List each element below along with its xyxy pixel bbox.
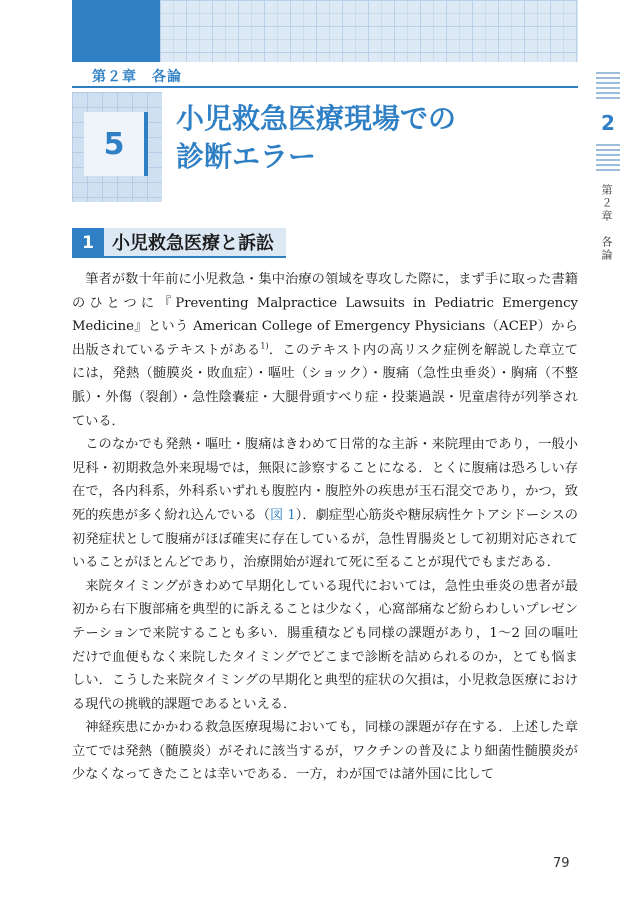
footnote-ref[interactable]: 1) <box>260 341 269 351</box>
chapter-title-line2: 診断エラー <box>176 140 317 173</box>
page-number: 79 <box>553 856 570 871</box>
header-pattern <box>160 0 578 62</box>
side-tab-pattern-top <box>596 72 620 102</box>
chapter-number: 5 <box>84 112 148 176</box>
side-tab-pattern-bottom <box>596 144 620 174</box>
body-text <box>72 268 578 787</box>
header-blue-block <box>72 0 162 62</box>
section-number: 1 <box>72 228 104 258</box>
section-heading <box>72 228 286 258</box>
chapter-title <box>176 100 576 176</box>
chapter-title-line1: 小児救急医療現場での <box>176 102 457 135</box>
section-title: 小児救急医療と訴訟 <box>104 228 286 258</box>
figure-ref-link[interactable]: 図 1 <box>270 507 296 523</box>
header-rule <box>72 86 578 88</box>
side-chapter-tab <box>590 72 626 202</box>
side-vertical-label: 第２章 各論 <box>600 184 613 262</box>
paragraph-2: このなかでも発熱・嘔吐・腹痛はきわめて日常的な主訴・来院理由であり，一般小児科・初期救急外来現場では，無限に診察することになる．とくに腹痛は恐ろしい存在で，各内科系，外科系いずれも腹腔内・腹腔外の疾患が玉石混交であり，かつ，致死的疾患が多く紛れ込んでいる（図 1）．劇症型心筋炎や糖尿病性ケトアシドーシスの初発症状として腹痛がほぼ確実に存在しているが，急性胃腸炎として初期対応されていることがほとんどであり，治療開始が遅れて死に至ることが現代でもまだある． <box>72 437 578 571</box>
paragraph-4: 神経疾患にかかわる救急医療現場においても，同様の課題が存在する．上述した章立てでは発熱（髄膜炎）がそれに該当するが，ワクチンの普及により細菌性髄膜炎が少なくなってきたことは幸いである．一方，わが国では諸外国に比して <box>72 720 578 783</box>
side-tab-number: 2 <box>601 111 615 135</box>
chapter-label: 第２章 各論 <box>92 69 182 85</box>
paragraph-1: 筆者が数十年前に小児救急・集中治療の領域を専攻した際に，まず手に取った書籍のひとつに『Preventing Malpractice Lawsuits in Pediatric Emergency Medicine』という American College of Emergency Physicians（ACEP）から出版されているテキストがある$^{1)}$．このテキスト内の高リスク症例を解説した章立てには，発熱（髄膜炎・敗血症）・嘔吐（ショック）・腹痛（急性虫垂炎）・胸痛（不整脈）・外傷（裂創）・急性陰嚢症・大腿骨頭すべり症・投薬過誤・児童虐待が列挙されている． <box>72 272 578 429</box>
paragraph-3: 来院タイミングがきわめて早期化している現代においては，急性虫垂炎の患者が最初から右下腹部痛を典型的に訴えることは少なく，心窩部痛など紛らわしいプレゼンテーションで来院することも多い．腸重積なども同様の課題があり，1〜2 回の嘔吐だけで血便もなく来院したタイミングでどこまで診断を詰められるのか，とても悩ましい．こうした来院タイミングの早期化と典型的症状の欠損は，小児救急医療における現代の挑戦的課題であるといえる． <box>72 578 578 712</box>
